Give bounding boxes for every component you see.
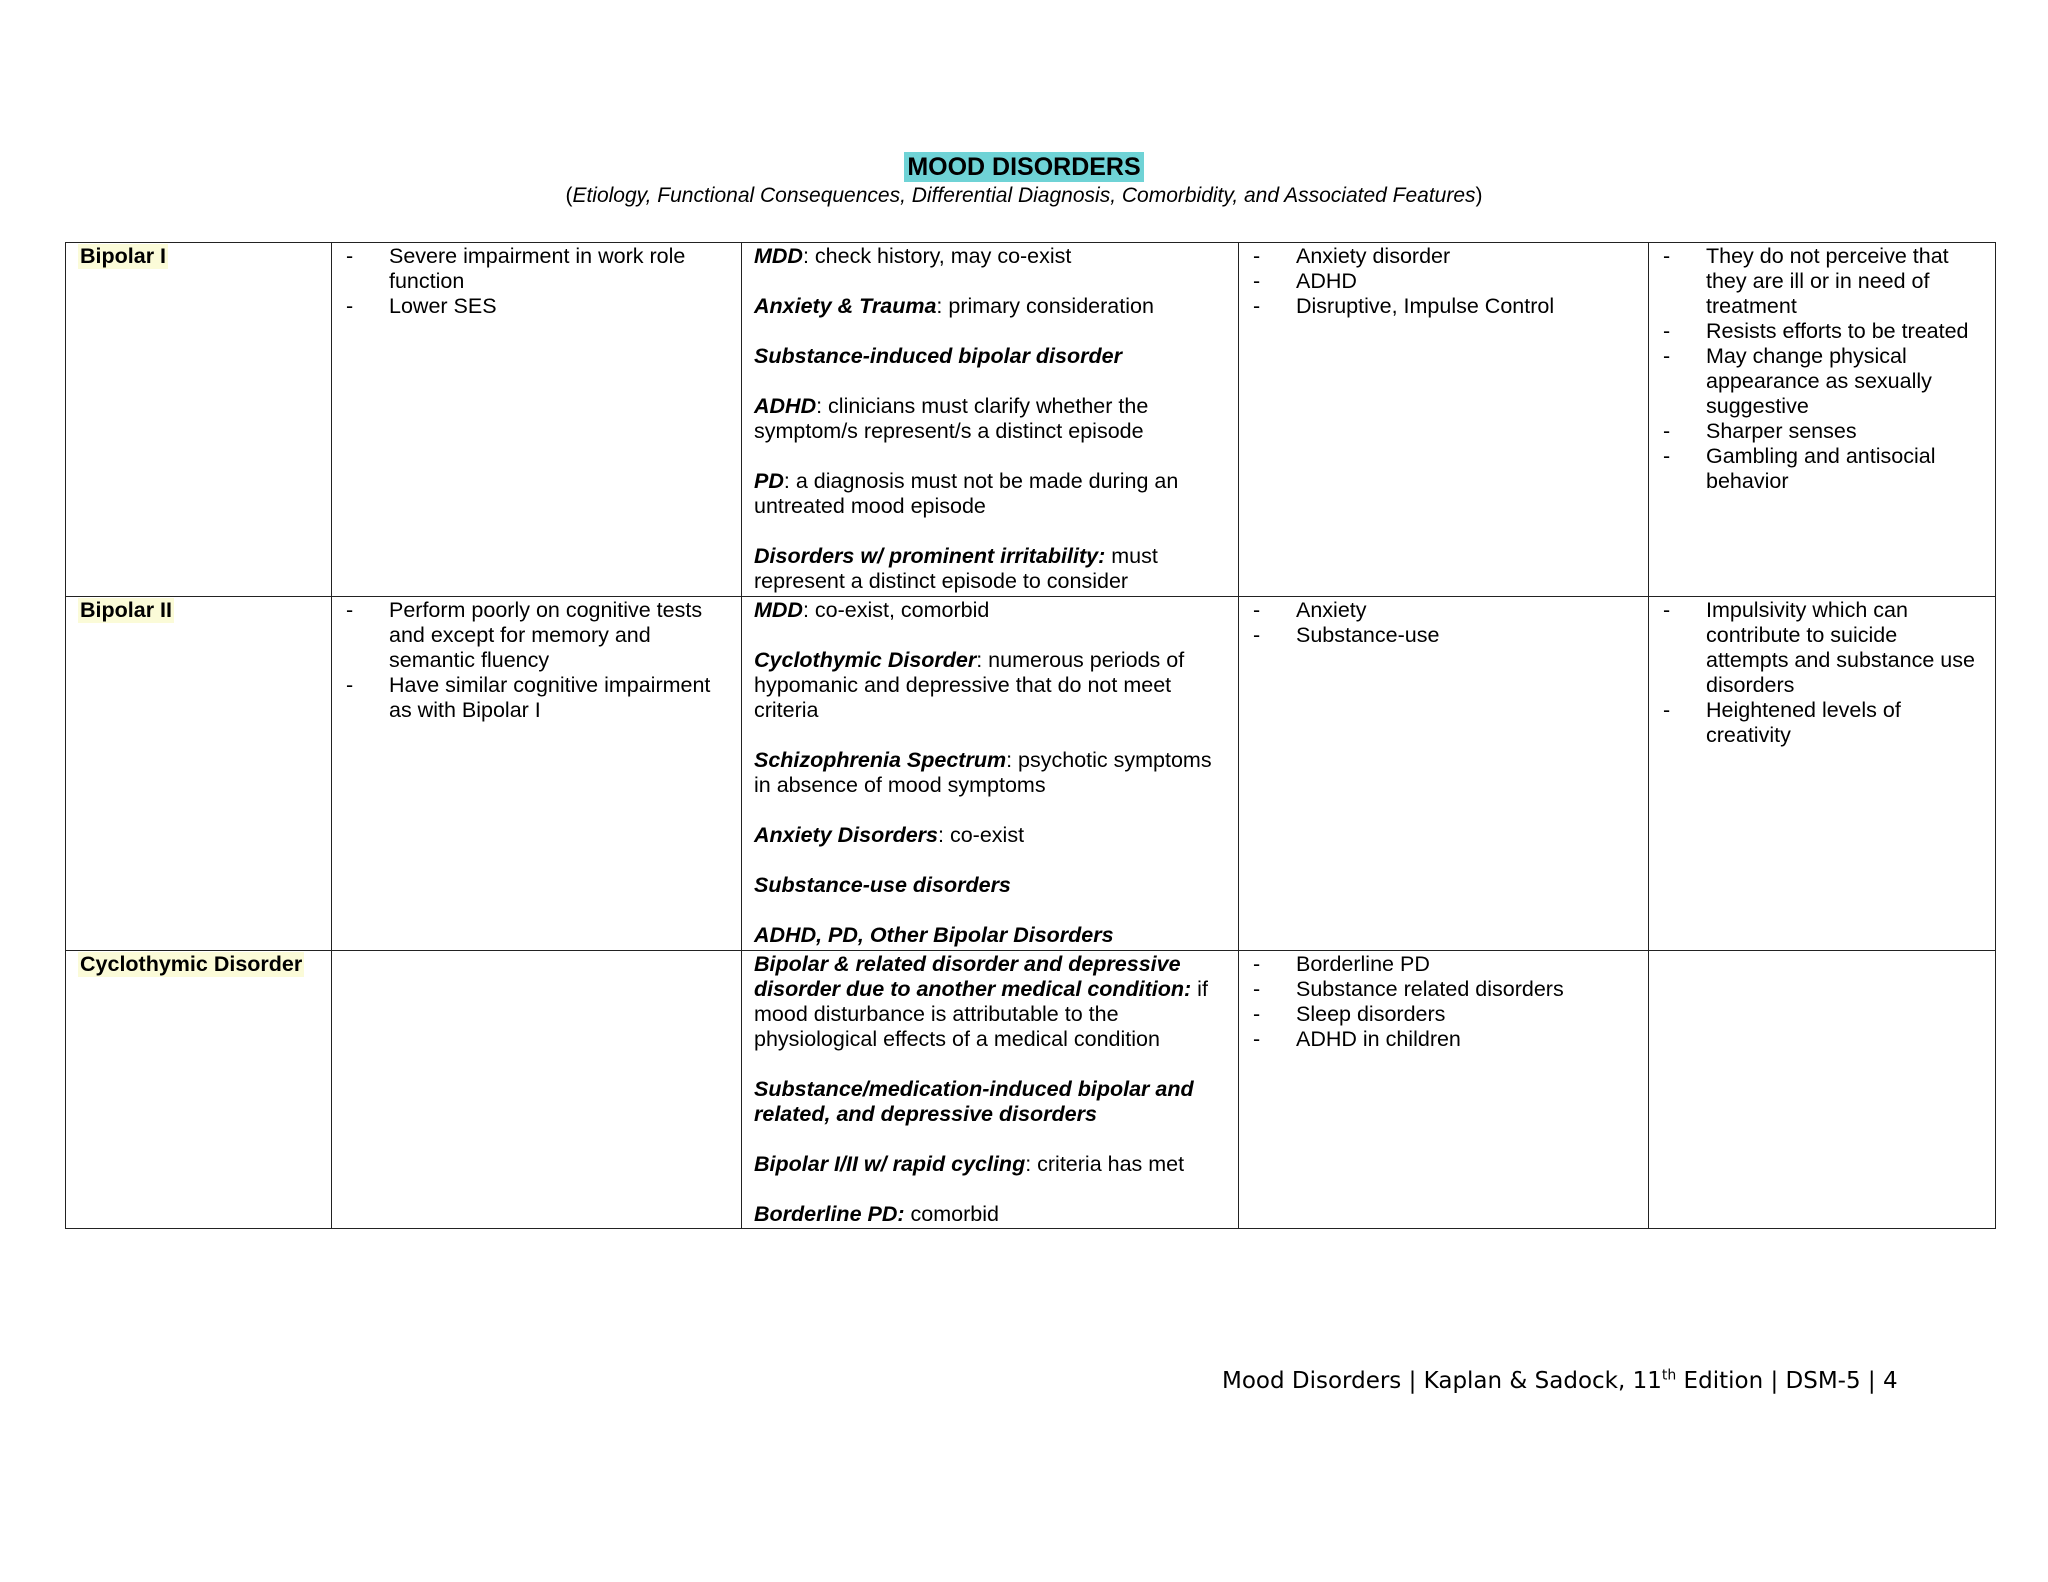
list-item bbox=[1251, 1002, 1636, 1027]
list-item bbox=[344, 294, 729, 319]
list-item-text: Substance related disorders bbox=[1296, 977, 1564, 1001]
dash-bullet: - bbox=[1253, 623, 1261, 647]
list-item bbox=[1251, 977, 1636, 1002]
list-item bbox=[1251, 598, 1636, 623]
differential-text: must represent a distinct episode to consider bbox=[754, 544, 1158, 593]
list-item-text: They do not perceive that they are ill or in need of treatment bbox=[1706, 244, 1949, 318]
associated-cell bbox=[1649, 243, 1996, 597]
list-item bbox=[344, 598, 729, 673]
disorder-name: Cyclothymic Disorder bbox=[80, 952, 303, 976]
list-item-text: Have similar cognitive impairment as with Bipolar I bbox=[389, 673, 711, 722]
functional-cell bbox=[332, 243, 742, 597]
dash-bullet: - bbox=[1253, 244, 1261, 268]
table-row bbox=[66, 243, 1996, 597]
list-item bbox=[1661, 319, 1983, 344]
page-footer bbox=[1222, 1366, 1898, 1396]
differential-list bbox=[754, 598, 1226, 948]
list-item bbox=[1251, 294, 1636, 319]
list-item bbox=[344, 244, 729, 294]
differential-text: if mood disturbance is attributable to the physiological effects of a medical condition bbox=[754, 977, 1208, 1051]
differential-heading: Borderline PD: bbox=[754, 1202, 905, 1226]
differential-entry bbox=[754, 394, 1226, 444]
list-item-text: Perform poorly on cognitive tests and except for memory and semantic fluency bbox=[389, 598, 703, 672]
differential-entry bbox=[754, 344, 1226, 369]
dash-bullet: - bbox=[346, 598, 354, 622]
disorder-name: Bipolar II bbox=[80, 598, 172, 622]
subtitle-open: ( bbox=[565, 184, 573, 207]
list-item-text: Borderline PD bbox=[1296, 952, 1430, 976]
associated-cell bbox=[1649, 951, 1996, 1229]
comorbidity-list bbox=[1251, 598, 1636, 648]
list-item bbox=[1661, 419, 1983, 444]
differential-text: : co-exist, comorbid bbox=[802, 598, 990, 622]
list-item-text: Lower SES bbox=[389, 294, 497, 318]
differential-heading: ADHD, PD, Other Bipolar Disorders bbox=[754, 923, 1114, 947]
dash-bullet: - bbox=[1663, 698, 1671, 722]
differential-heading: ADHD bbox=[754, 394, 817, 418]
list-item-text: ADHD bbox=[1296, 269, 1357, 293]
list-item-text: Gambling and antisocial behavior bbox=[1706, 444, 1936, 493]
list-item bbox=[1251, 952, 1636, 977]
differential-cell bbox=[742, 243, 1239, 597]
comorbidity-cell bbox=[1239, 597, 1649, 951]
list-item-text: Disruptive, Impulse Control bbox=[1296, 294, 1555, 318]
table-row bbox=[66, 951, 1996, 1229]
dash-bullet: - bbox=[1663, 598, 1671, 622]
list-item bbox=[344, 673, 729, 723]
dash-bullet: - bbox=[1253, 977, 1261, 1001]
footer-text: Mood Disorders | Kaplan & Sadock, 11 bbox=[1222, 1368, 1662, 1394]
differential-text: : check history, may co-exist bbox=[802, 244, 1072, 268]
table-row bbox=[66, 597, 1996, 951]
differential-entry bbox=[754, 1202, 1226, 1227]
comorbidity-cell bbox=[1239, 951, 1649, 1229]
differential-entry bbox=[754, 544, 1226, 594]
subtitle-close: ) bbox=[1475, 184, 1483, 207]
differential-cell bbox=[742, 597, 1239, 951]
differential-heading: Substance-use disorders bbox=[754, 873, 1011, 897]
dash-bullet: - bbox=[1663, 344, 1671, 368]
differential-entry bbox=[754, 923, 1226, 948]
list-item-text: Sleep disorders bbox=[1296, 1002, 1446, 1026]
disorder-cell bbox=[66, 951, 332, 1229]
differential-entry bbox=[754, 294, 1226, 319]
associated-cell bbox=[1649, 597, 1996, 951]
differential-heading: Cyclothymic Disorder bbox=[754, 648, 977, 672]
list-item bbox=[1661, 444, 1983, 494]
differential-text: : primary consideration bbox=[936, 294, 1154, 318]
functional-list bbox=[344, 244, 729, 319]
differential-text: : clinicians must clarify whether the symptom/s represent/s a distinct episode bbox=[754, 394, 1149, 443]
differential-heading: Bipolar I/II w/ rapid cycling bbox=[754, 1152, 1026, 1176]
differential-entry bbox=[754, 952, 1226, 1052]
comorbidity-list bbox=[1251, 244, 1636, 319]
subtitle-text: Etiology, Functional Consequences, Differential Diagnosis, Comorbidity, and Associated Features bbox=[572, 184, 1476, 207]
comorbidity-cell bbox=[1239, 243, 1649, 597]
dash-bullet: - bbox=[1253, 1002, 1261, 1026]
differential-list bbox=[754, 244, 1226, 594]
dash-bullet: - bbox=[1253, 952, 1261, 976]
dash-bullet: - bbox=[1663, 319, 1671, 343]
list-item-text: Resists efforts to be treated bbox=[1706, 319, 1969, 343]
disorder-name: Bipolar I bbox=[80, 244, 167, 268]
list-item bbox=[1661, 344, 1983, 419]
list-item-text: Impulsivity which can contribute to suicide attempts and substance use disorders bbox=[1706, 598, 1975, 697]
dash-bullet: - bbox=[1663, 444, 1671, 468]
differential-heading: Substance-induced bipolar disorder bbox=[754, 344, 1122, 368]
list-item bbox=[1251, 623, 1636, 648]
differential-heading: MDD bbox=[754, 598, 803, 622]
list-item-text: Sharper senses bbox=[1706, 419, 1857, 443]
differential-entry bbox=[754, 648, 1226, 723]
differential-heading: Schizophrenia Spectrum bbox=[754, 748, 1007, 772]
differential-text: : co-exist bbox=[938, 823, 1025, 847]
list-item-text: Anxiety disorder bbox=[1296, 244, 1451, 268]
table-body bbox=[66, 243, 1996, 1229]
differential-entry bbox=[754, 873, 1226, 898]
disorder-cell bbox=[66, 243, 332, 597]
comorbidity-list bbox=[1251, 952, 1636, 1052]
list-item bbox=[1661, 598, 1983, 698]
dash-bullet: - bbox=[346, 294, 354, 318]
functional-cell bbox=[332, 951, 742, 1229]
differential-text: : a diagnosis must not be made during an untreated mood episode bbox=[754, 469, 1179, 518]
dash-bullet: - bbox=[1253, 1027, 1261, 1051]
list-item bbox=[1251, 1027, 1636, 1052]
differential-text: : psychotic symptoms in absence of mood symptoms bbox=[754, 748, 1212, 797]
differential-entry bbox=[754, 244, 1226, 269]
footer-text-end: Edition | DSM-5 | 4 bbox=[1676, 1368, 1898, 1394]
list-item bbox=[1251, 269, 1636, 294]
differential-heading: PD bbox=[754, 469, 784, 493]
differential-heading: Disorders w/ prominent irritability: bbox=[754, 544, 1106, 568]
differential-heading: MDD bbox=[754, 244, 803, 268]
differential-entry bbox=[754, 598, 1226, 623]
dash-bullet: - bbox=[1253, 598, 1261, 622]
dash-bullet: - bbox=[1253, 294, 1261, 318]
dash-bullet: - bbox=[1253, 269, 1261, 293]
differential-entry bbox=[754, 1077, 1226, 1127]
page-title: MOOD DISORDERS bbox=[904, 152, 1143, 182]
list-item bbox=[1251, 244, 1636, 269]
list-item bbox=[1661, 698, 1983, 748]
differential-text: comorbid bbox=[904, 1202, 999, 1226]
disorder-cell bbox=[66, 597, 332, 951]
differential-entry bbox=[754, 1152, 1226, 1177]
differential-list bbox=[754, 952, 1226, 1227]
list-item-text: Substance-use bbox=[1296, 623, 1440, 647]
associated-list bbox=[1661, 244, 1983, 494]
differential-text: : numerous periods of hypomanic and depressive that do not meet criteria bbox=[754, 648, 1185, 722]
dash-bullet: - bbox=[346, 244, 354, 268]
differential-heading: Anxiety Disorders bbox=[754, 823, 939, 847]
footer-superscript: th bbox=[1661, 1367, 1677, 1384]
list-item-text: May change physical appearance as sexually suggestive bbox=[1706, 344, 1932, 418]
dash-bullet: - bbox=[1663, 419, 1671, 443]
differential-text: : criteria has met bbox=[1025, 1152, 1185, 1176]
differential-entry bbox=[754, 823, 1226, 848]
list-item-text: Heightened levels of creativity bbox=[1706, 698, 1901, 747]
dash-bullet: - bbox=[1663, 244, 1671, 268]
page-subtitle bbox=[0, 183, 2048, 209]
functional-cell bbox=[332, 597, 742, 951]
list-item-text: ADHD in children bbox=[1296, 1027, 1461, 1051]
list-item-text: Anxiety bbox=[1296, 598, 1367, 622]
functional-list bbox=[344, 598, 729, 723]
differential-heading: Substance/medication-induced bipolar and related, and depressive disorders bbox=[754, 1077, 1194, 1126]
differential-heading: Bipolar & related disorder and depressive disorder due to another medical condition: bbox=[754, 952, 1192, 1001]
title-wrap bbox=[0, 152, 2048, 182]
disorders-table bbox=[65, 242, 1996, 1229]
differential-heading: Anxiety & Trauma bbox=[754, 294, 937, 318]
differential-entry bbox=[754, 748, 1226, 798]
differential-cell bbox=[742, 951, 1239, 1229]
list-item-text: Severe impairment in work role function bbox=[389, 244, 686, 293]
dash-bullet: - bbox=[346, 673, 354, 697]
list-item bbox=[1661, 244, 1983, 319]
associated-list bbox=[1661, 598, 1983, 748]
differential-entry bbox=[754, 469, 1226, 519]
